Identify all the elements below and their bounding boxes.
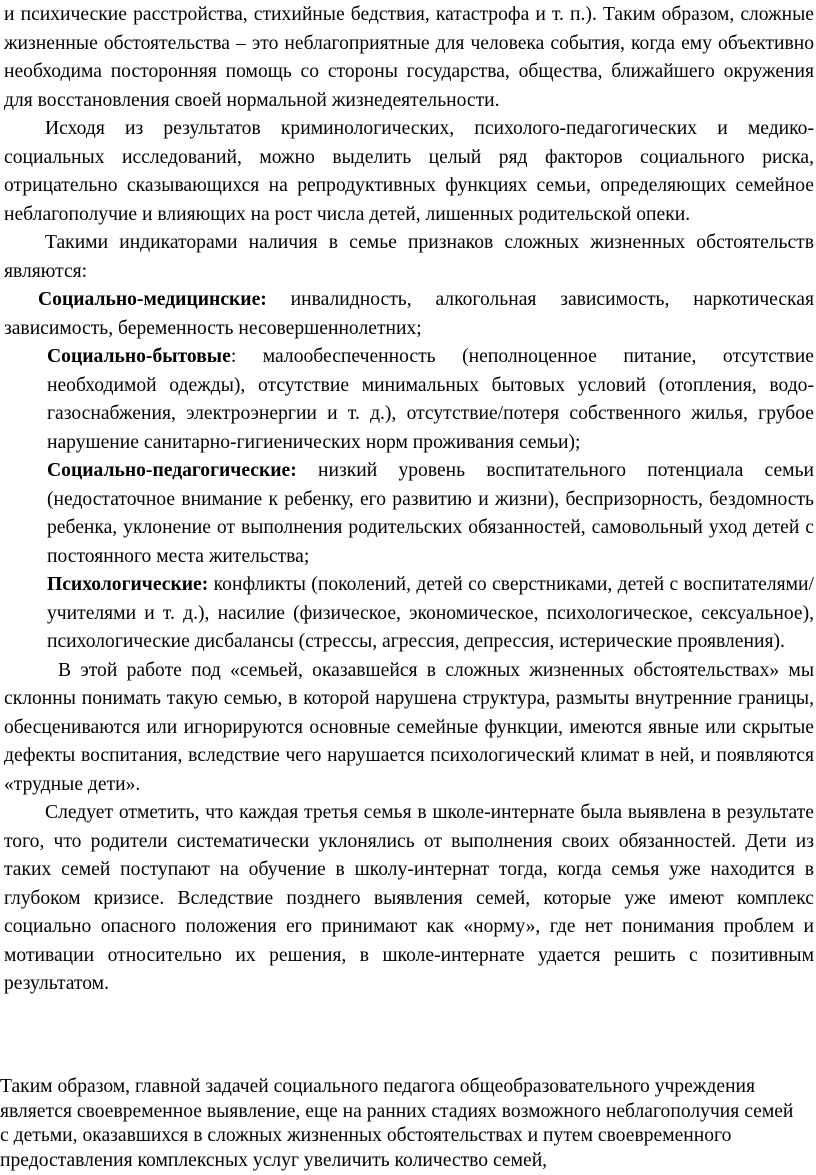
paragraph-definition: и психические расстройства, стихийные бедствия, катастрофа и т. п.). Таким образом, сложные жизненные обстоятельства – это неблагоприятные для человека события, когда ему объективно необходима посторонняя помощь со стороны государства, общества, ближайшего окружения для восстановления своей нормальной жизнедеятельности. — [4, 4, 814, 111]
indicator-medical — [4, 286, 814, 343]
paragraph-indicators-intro: Такими индикаторами наличия в семье признаков сложных жизненных обстоятельств являются: — [4, 232, 814, 282]
indicator-text: : малообеспеченность (неполноценное питание, отсутствие необходимой одежды), отсутствие минимальных бытовых условий (отопления, водо-газоснабжения, электроэнергии и т. д.), отсутствие/потеря собственного жилья, грубое нарушение санитарно-гигиенических норм проживания семьи); — [47, 346, 814, 453]
indicator-pedagogical — [47, 457, 814, 571]
indicator-psychological — [47, 571, 814, 657]
indicator-label: Социально-медицинские: — [38, 289, 267, 310]
paragraph-risk-factors: Исходя из результатов криминологических, психолого-педагогических и медико-социальных исследований, можно выделить целый ряд факторов социального риска, отрицательно сказывающихся на репродуктивных функциях семьи, определяющих семейное неблагополучие и влияющих на рост числа детей, лишенных родительской опеки. — [4, 118, 814, 225]
document-body — [4, 1, 814, 999]
indicator-label: Социально-бытовые — [47, 346, 231, 367]
indicator-label: Социально-педагогические: — [47, 460, 297, 481]
indicator-label: Психологические: — [47, 574, 209, 595]
paragraph-boarding-school: Следует отметить, что каждая третья семья в школе-интернате была выявлена в результате того, что родители систематически уклонялись от выполнения своих обязанностей. Дети из таких семей поступают на обучение в школу-интернат тогда, когда семья уже находится в глубоком кризисе. Вследствие позднего выявления семей, которые уже имеют комплекс социально опасного положения его принимают как «норму», где нет понимания проблем и мотивации относительно их решения, в школе-интернате удается решить с позитивным результатом. — [4, 802, 814, 994]
paragraph-family-definition: В этой работе под «семьей, оказавшейся в сложных жизненных обстоятельствах» мы склонны понимать такую семью, в которой нарушена структура, размыты внутренние границы, обесцениваются или игнорируются основные семейные функции, имеются явные или скрытые дефекты воспитания, вследствие чего нарушается психологический климат в ней, и появляются «трудные дети». — [4, 659, 814, 795]
indicator-household — [47, 343, 814, 457]
indicator-text: конфликты (поколений, детей со сверстниками, детей с воспитателями/учителями и т. д.), насилие (физическое, экономическое, психологическое, сексуальное), психологические дисбалансы (стрессы, агрессия, депрессия, истерические проявления). — [47, 574, 814, 652]
indicator-text: инвалидность, алкогольная зависимость, наркотическая зависимость, беременность несовершеннолетних; — [4, 289, 814, 339]
paragraph-conclusion: Таким образом, главной задачей социального педагога общеобразовательного учреждения является своевременное выявление, еще на ранних стадиях возможного неблагополучия семей с детьми, оказавшихся в сложных жизненных обстоятельствах и путем своевременного предоставления комплексных услуг увеличить количество семей, — [0, 1076, 794, 1171]
indicator-text: низкий уровень воспитательного потенциала семьи (недостаточное внимание к ребенку, его развитию и жизни), беспризорность, бездомность ребенка, уклонение от выполнения родительских обязанностей, самовольный уход детей с постоянного места жительства; — [47, 460, 814, 567]
